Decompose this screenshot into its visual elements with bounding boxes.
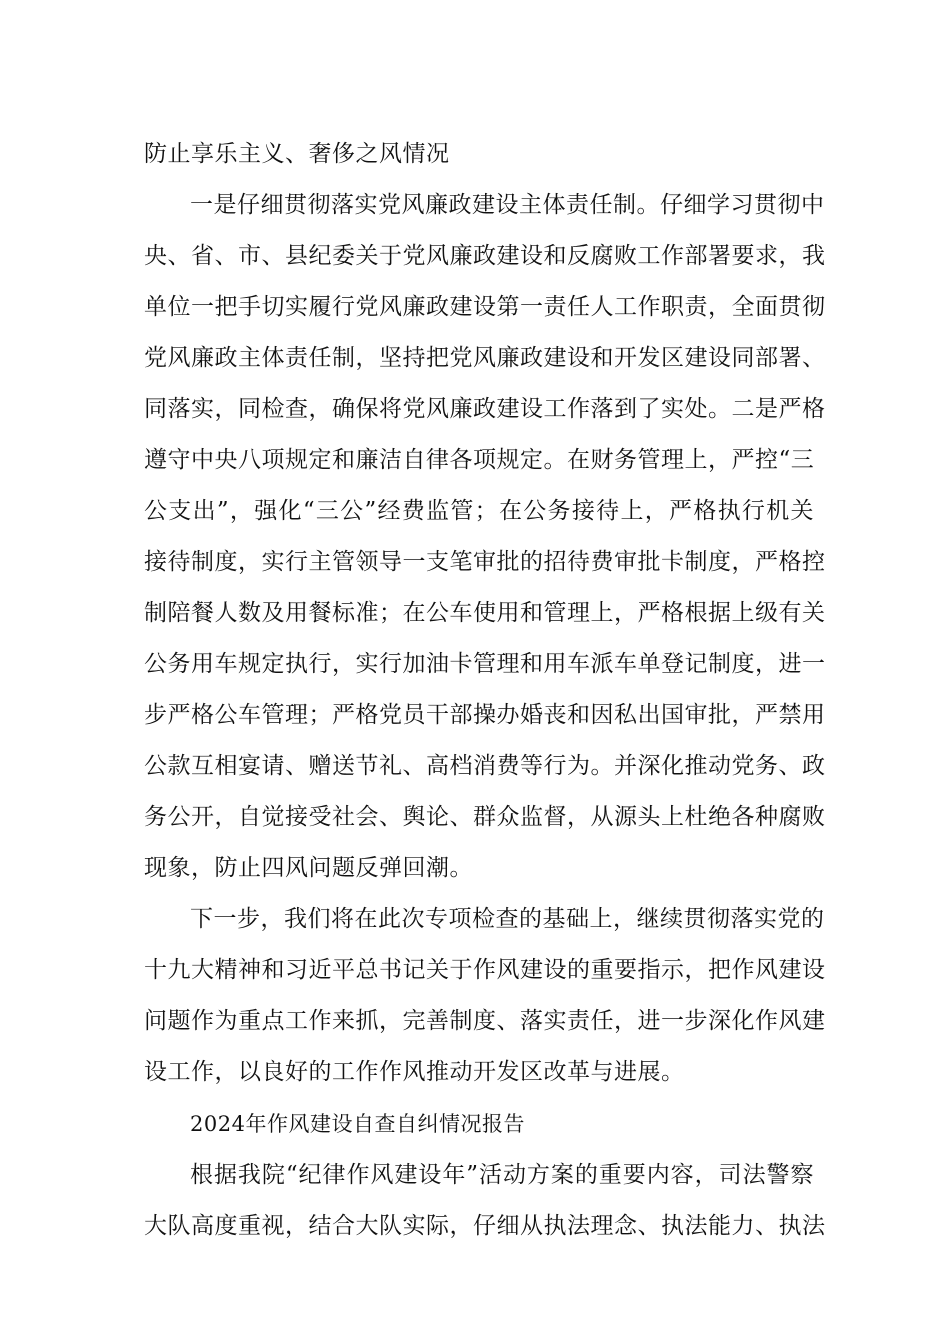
- paragraph-line: 步严格公车管理；严格党员干部操办婚丧和因私出国审批，严禁用: [144, 702, 826, 728]
- paragraph-line: 一是仔细贯彻落实党风廉政建设主体责任制。仔细学习贯彻中: [190, 192, 825, 218]
- paragraph-line: 大队高度重视，结合大队实际，仔细从执法理念、执法能力、执法: [144, 1213, 826, 1239]
- paragraph-line: 下一步，我们将在此次专项检查的基础上，继续贯彻落实党的: [190, 906, 825, 932]
- paragraph-line: 公款互相宴请、赠送节礼、高档消费等行为。并深化推动党务、政: [144, 753, 826, 779]
- section-heading: 防止享乐主义、奢侈之风情况: [144, 141, 450, 167]
- paragraph-line: 制陪餐人数及用餐标准；在公车使用和管理上，严格根据上级有关: [144, 600, 826, 626]
- paragraph-line: 务公开，自觉接受社会、舆论、群众监督，从源头上杜绝各种腐败: [144, 804, 826, 830]
- paragraph-line: 党风廉政主体责任制，坚持把党风廉政建设和开发区建设同部署、: [144, 345, 826, 371]
- paragraph-line: 根据我院“纪律作风建设年”活动方案的重要内容，司法警察: [190, 1162, 814, 1188]
- paragraph-line: 央、省、市、县纪委关于党风廉政建设和反腐败工作部署要求，我: [144, 243, 826, 269]
- paragraph-line: 公支出”，强化“三公”经费监管；在公务接待上，严格执行机关: [144, 498, 814, 524]
- paragraph-line: 单位一把手切实履行党风廉政建设第一责任人工作职责，全面贯彻: [144, 294, 826, 320]
- paragraph-line: 十九大精神和习近平总书记关于作风建设的重要指示，把作风建设: [144, 957, 826, 983]
- report-title: 2024年作风建设自查自纠情况报告: [190, 1112, 525, 1136]
- paragraph-line: 遵守中央八项规定和廉洁自律各项规定。在财务管理上，严控“三: [144, 447, 815, 473]
- paragraph-line: 同落实，同检查，确保将党风廉政建设工作落到了实处。二是严格: [144, 396, 826, 422]
- paragraph-line: 问题作为重点工作来抓，完善制度、落实责任，进一步深化作风建: [144, 1008, 826, 1034]
- paragraph-line: 接待制度，实行主管领导一支笔审批的招待费审批卡制度，严格控: [144, 549, 826, 575]
- paragraph-line: 现象，防止四风问题反弹回潮。: [144, 855, 473, 881]
- paragraph-line: 公务用车规定执行，实行加油卡管理和用车派车单登记制度，进一: [144, 651, 826, 677]
- paragraph-line: 设工作，以良好的工作作风推动开发区改革与进展。: [144, 1059, 685, 1085]
